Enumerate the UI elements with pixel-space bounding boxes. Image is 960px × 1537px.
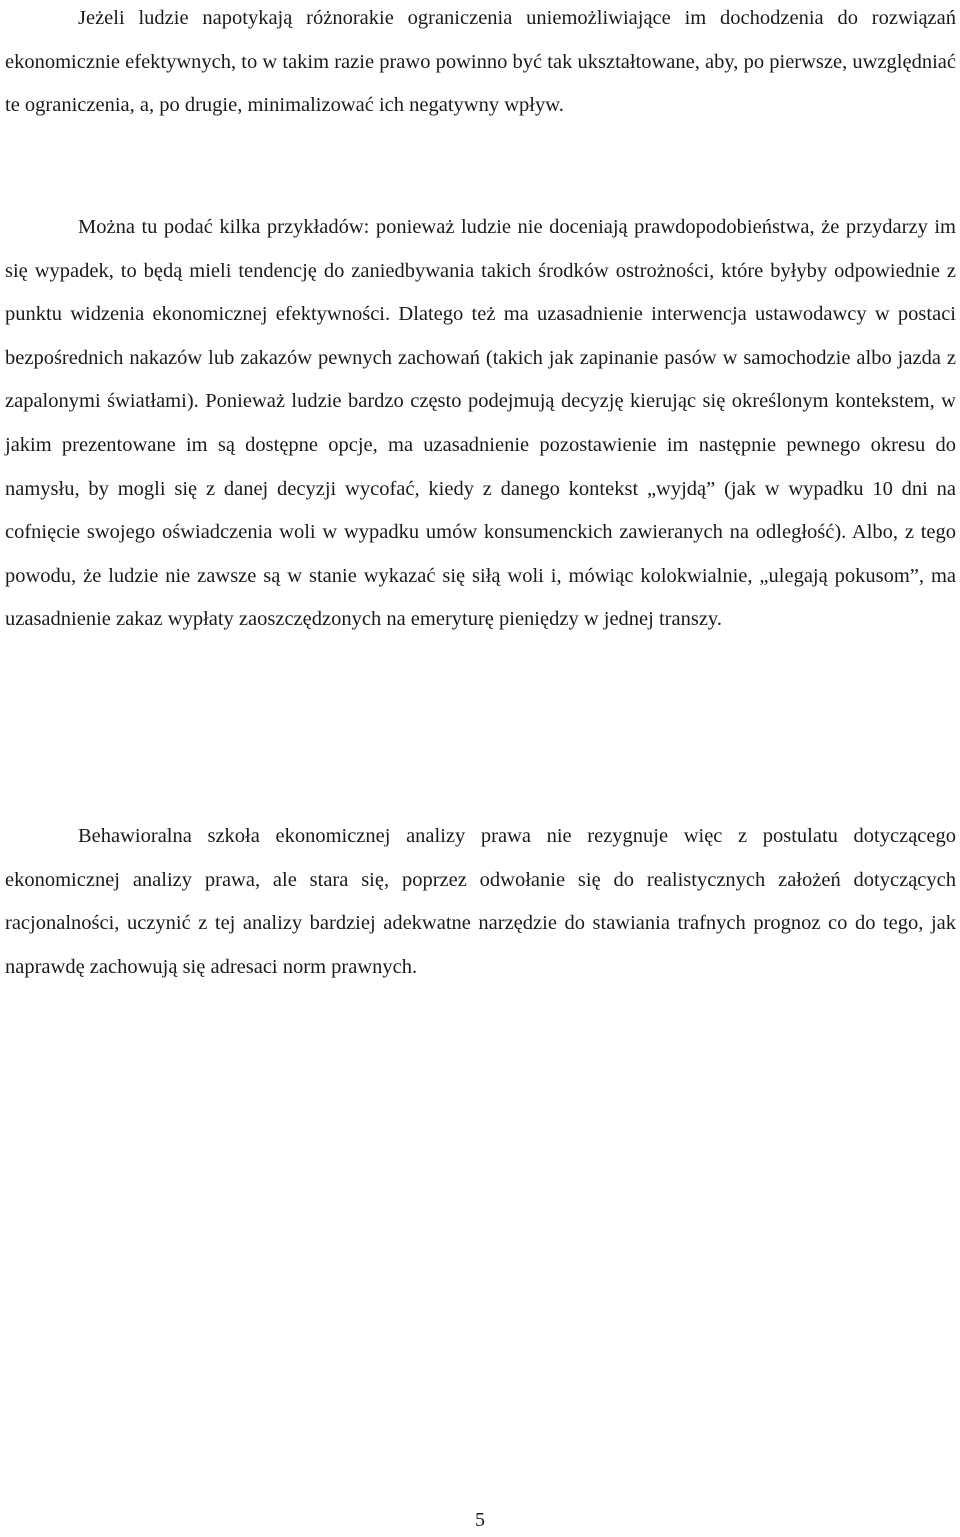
paragraph-constraints: Jeżeli ludzie napotykają różnorakie ograniczenia uniemożliwiające im dochodzenia do rozwiązań ekonomicznie efektywnych, to w takim razie prawo powinno być tak ukształtowane, aby, po pierwsze, uwzględniać te ograniczenia, a, po drugie, minimalizować ich negatywny wpływ.: [5, 7, 956, 117]
paragraph-examples: Można tu podać kilka przykładów: ponieważ ludzie nie doceniają prawdopodobieństwa, że przydarzy im się wypadek, to będą mieli tendencję do zaniedbywania takich środków ostrożności, które byłyby odpowiednie z punktu widzenia ekonomicznej efektywności. Dlatego też ma uzasadnienie interwencja ustawodawcy w postaci bezpośrednich nakazów lub zakazów pewnych zachowań (takich jak zapinanie pasów w samochodzie albo jazda z zapalonymi światłami). Ponieważ ludzie bardzo często podejmują decyzję kierując się określonym kontekstem, w jakim prezentowane im są dostępne opcje, ma uzasadnienie pozostawienie im następnie pewnego okresu do namysłu, by mogli się z danej decyzji wycofać, kiedy z danego kontekst „wyjdą” (jak w wypadku 10 dni na cofnięcie swojego oświadczenia woli w wypadku umów konsumenckich zawieranych na odległość). Albo, z tego powodu, że ludzie nie zawsze są w stanie wykazać się siłą woli i, mówiąc kolokwialnie, „ulegają pokusom”, ma uzasadnienie zakaz wypłaty zaoszczędzonych na emeryturę pieniędzy w jednej transzy.: [5, 216, 956, 631]
paragraph-conclusion: Behawioralna szkoła ekonomicznej analizy prawa nie rezygnuje więc z postulatu dotyczącego ekonomicznej analizy prawa, ale stara się, poprzez odwołanie się do realistycznych założeń dotyczących racjonalności, uczynić z tej analizy bardziej adekwatne narzędzie do stawiania trafnych prognoz co do tego, jak naprawdę zachowują się adresaci norm prawnych.: [5, 825, 956, 978]
page-number: 5: [475, 1509, 485, 1531]
